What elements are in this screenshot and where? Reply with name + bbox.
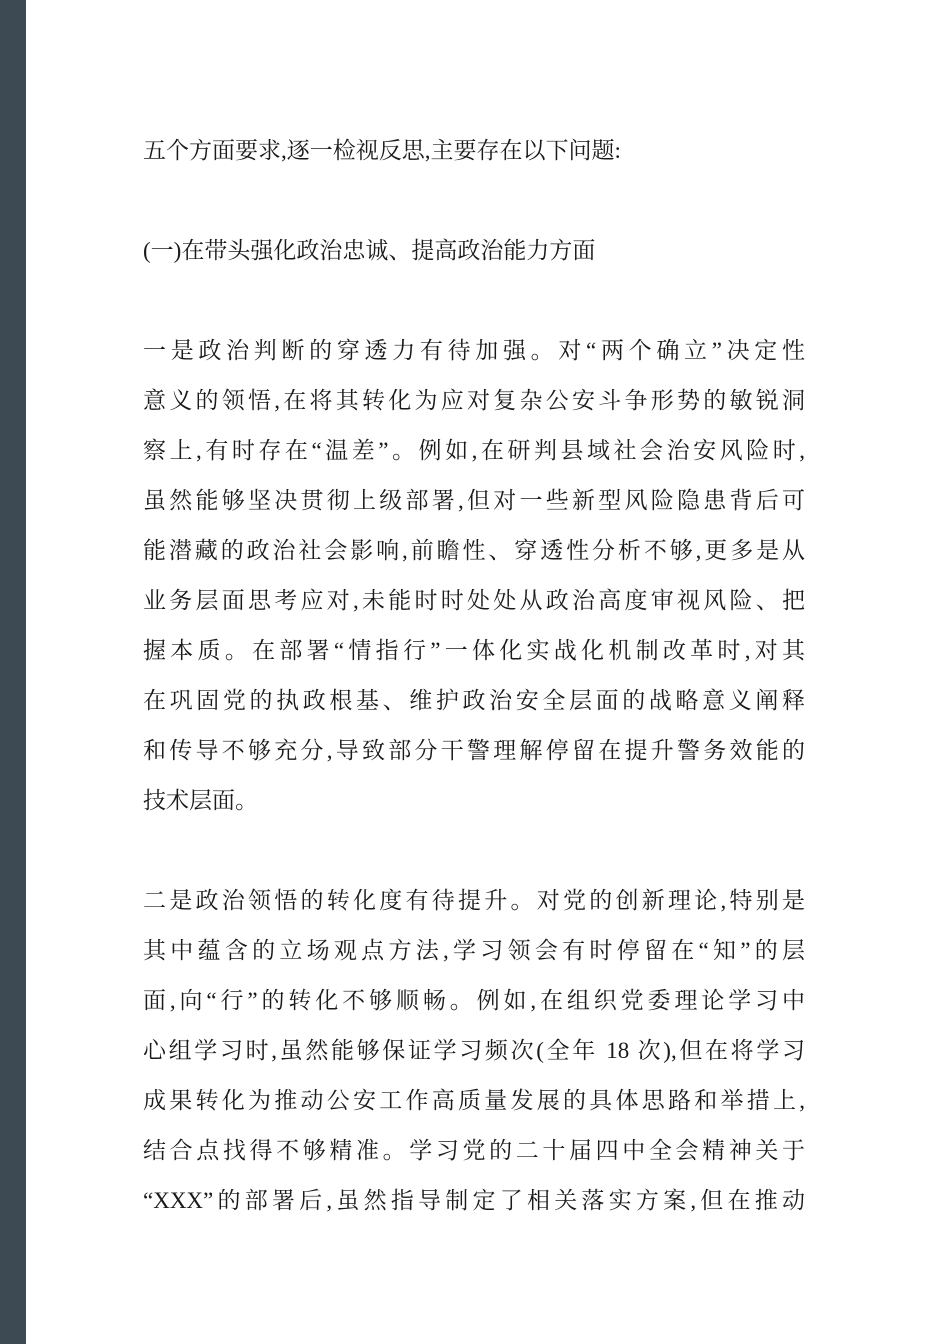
text-line: 业务层面思考应对,未能时时处处从政治高度审视风险、把 <box>143 588 805 613</box>
page-left-edge-bar <box>0 0 26 1344</box>
section-heading-line: (一)在带头强化政治忠诚、提高政治能力方面 <box>143 238 596 263</box>
text-line: 面,向“行”的转化不够顺畅。例如,在组织党委理论学习中 <box>143 988 805 1013</box>
text-line: 握本质。在部署“情指行”一体化实战化机制改革时,对其 <box>143 638 805 663</box>
document-page <box>143 0 805 1226</box>
text-line: 其中蕴含的立场观点方法,学习领会有时停留在“知”的层 <box>143 938 805 963</box>
text-line: 和传导不够充分,导致部分干警理解停留在提升警务效能的 <box>143 738 805 763</box>
text-line: “XXX”的部署后,虽然指导制定了相关落实方案,但在推动 <box>143 1188 805 1213</box>
text-line: 虽然能够坚决贯彻上级部署,但对一些新型风险隐患背后可 <box>143 488 805 513</box>
text-line: 察上,有时存在“温差”。例如,在研判县域社会治安风险时, <box>143 438 805 463</box>
body-paragraph-2 <box>143 876 805 1226</box>
body-paragraph-1 <box>143 326 805 826</box>
intro-paragraph <box>143 126 805 176</box>
text-line: 心组学习时,虽然能够保证学习频次(全年 18 次),但在将学习 <box>143 1038 805 1063</box>
section-heading <box>143 226 805 276</box>
text-line: 在巩固党的执政根基、维护政治安全层面的战略意义阐释 <box>143 688 805 713</box>
text-line: 意义的领悟,在将其转化为应对复杂公安斗争形势的敏锐洞 <box>143 388 805 413</box>
intro-text-line: 五个方面要求,逐一检视反思,主要存在以下问题: <box>143 138 621 163</box>
text-line: 成果转化为推动公安工作高质量发展的具体思路和举措上, <box>143 1088 805 1113</box>
text-line: 结合点找得不够精准。学习党的二十届四中全会精神关于 <box>143 1138 805 1163</box>
text-line: 一是政治判断的穿透力有待加强。对“两个确立”决定性 <box>143 338 805 363</box>
text-line: 二是政治领悟的转化度有待提升。对党的创新理论,特别是 <box>143 888 805 913</box>
text-line: 技术层面。 <box>143 788 258 813</box>
text-line: 能潜藏的政治社会影响,前瞻性、穿透性分析不够,更多是从 <box>143 538 805 563</box>
